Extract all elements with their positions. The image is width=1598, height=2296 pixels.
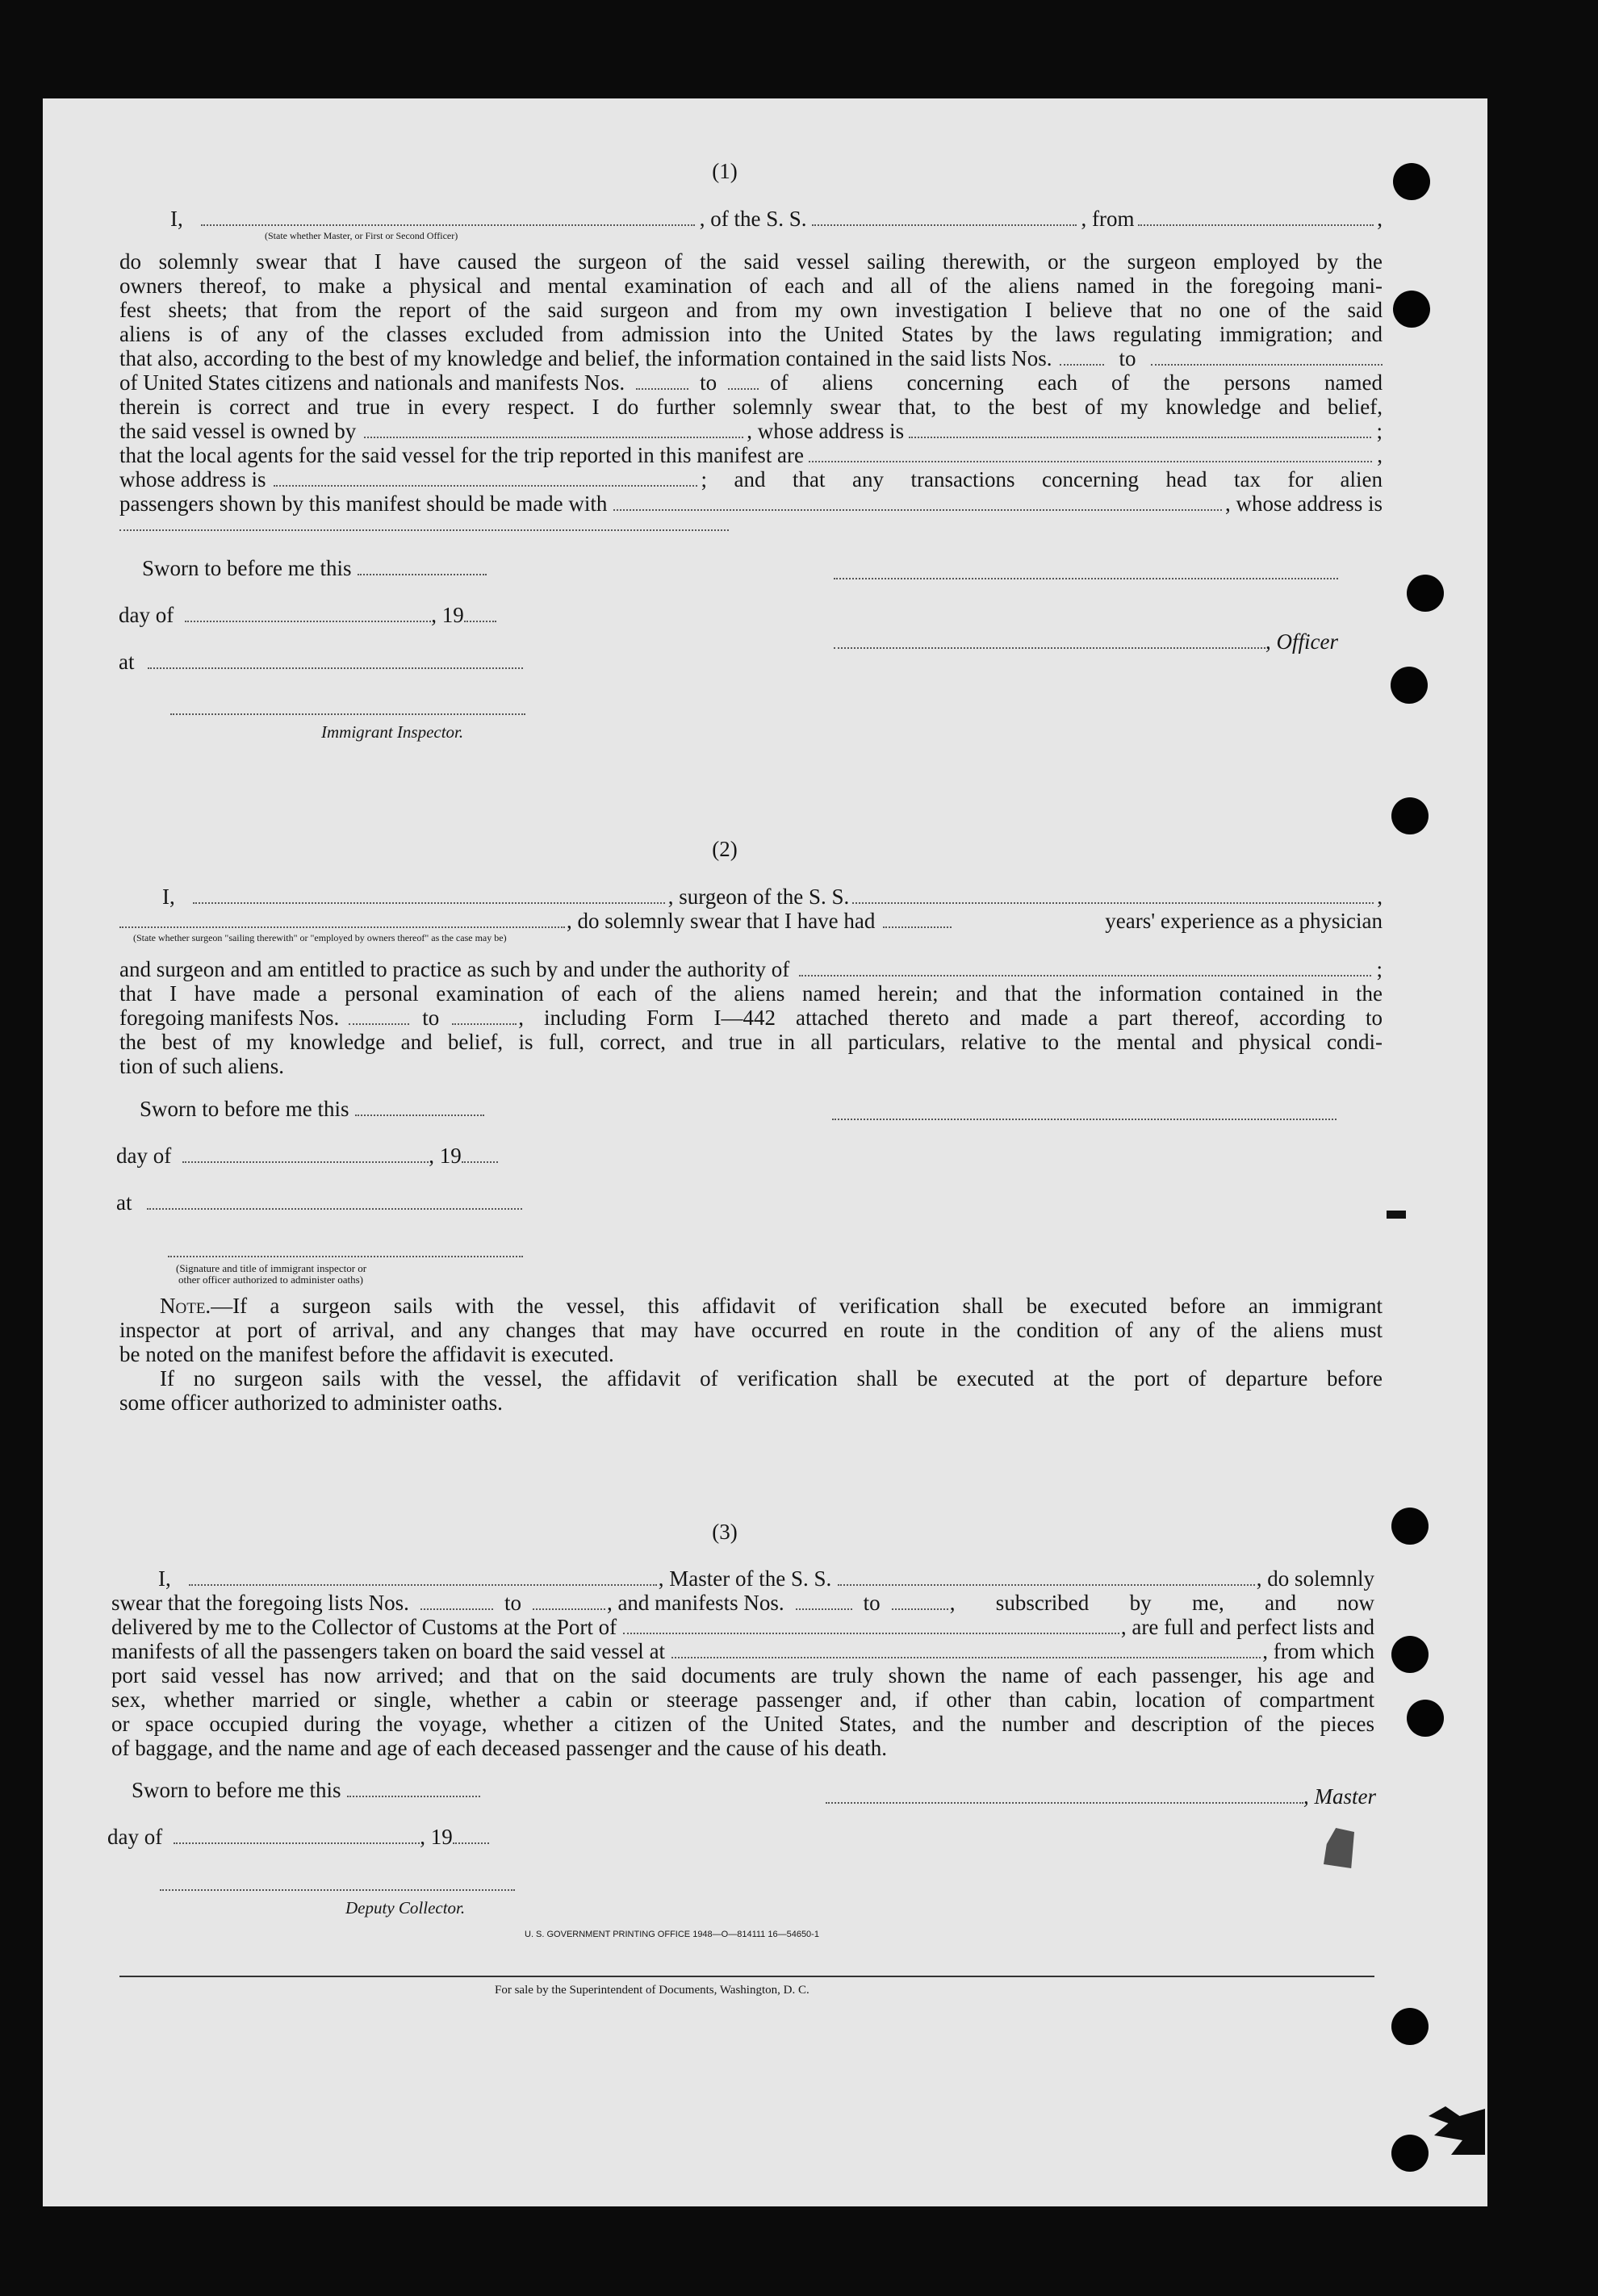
dayof-label: day of <box>107 1825 163 1849</box>
s3-line-4 <box>111 1639 1374 1663</box>
punch-hole <box>1391 2135 1429 2172</box>
note-line-3: be noted on the manifest before the affidavit is executed. <box>119 1342 614 1366</box>
s3-i-label: I, <box>158 1566 171 1591</box>
s3-to-label: to <box>504 1591 521 1615</box>
printing-office-imprint: U. S. GOVERNMENT PRINTING OFFICE 1948—O—814111 16—54650-1 <box>525 1930 819 1939</box>
s3-manifests-label: , and manifests Nos. <box>606 1591 784 1615</box>
s1-lists-label: that also, according to the best of my knowledge and belief, the information contained in the said lists Nos. <box>119 346 1052 370</box>
s2-dayof <box>116 1144 498 1168</box>
s2-line-5 <box>119 1006 1383 1030</box>
manifests-to-field[interactable] <box>728 387 759 390</box>
s2-line-3-end: ; <box>1376 957 1383 981</box>
year-field[interactable] <box>462 1161 498 1163</box>
s1-passengers-label: passengers shown by this manifest should be made with <box>119 491 608 516</box>
s3-sworn <box>132 1778 480 1802</box>
s1-aliens-label: of aliens concerning each of the persons named <box>770 370 1383 395</box>
s3-lists-to-field[interactable] <box>533 1608 605 1610</box>
s2-manifests-to-field[interactable] <box>452 1023 517 1025</box>
s3-lists-label: swear that the foregoing lists Nos. <box>111 1591 409 1615</box>
s2-line-1 <box>162 885 1383 909</box>
s2-form-label: , including Form I—442 attached thereto and made a part thereof, according to <box>518 1006 1383 1030</box>
s1-para-line: aliens is of any of the classes excluded from admission into the United States by the laws regulating immigration; and <box>119 322 1383 346</box>
place-field[interactable] <box>147 1207 522 1210</box>
s1-para-line: owners thereof, to make a physical and mental examination of each and all of the aliens named in the foregoing mani- <box>119 274 1383 298</box>
note-line-2: inspector at port of arrival, and any changes that may have occurred en route in the condition of any of the aliens must <box>119 1318 1383 1342</box>
s3-dayof <box>107 1825 489 1849</box>
s3-solemnly-label: , do solemnly <box>1256 1566 1374 1591</box>
s1-dayof <box>119 603 496 627</box>
note-line-1 <box>119 1294 1383 1318</box>
s1-owned-label: the said vessel is owned by <box>119 419 357 443</box>
s2-line-2 <box>119 909 1383 933</box>
sworn-date-field[interactable] <box>358 573 487 575</box>
deputy-signature-line[interactable] <box>160 1889 515 1891</box>
s2-surgeon-label: , surgeon of the S. S. <box>667 885 850 909</box>
s2-line-6: the best of my knowledge and belief, is full, correct, and true in all particulars, relative to the mental and physical condi- <box>119 1030 1383 1054</box>
s1-agents-address-label: whose address is <box>119 467 266 491</box>
note-lead: Note. <box>160 1294 211 1318</box>
s3-master-label: , Master of the S. S. <box>658 1566 832 1591</box>
s2-manifests-from-field[interactable] <box>349 1023 409 1025</box>
section-1-heading: (1) <box>712 159 738 183</box>
s3-subscribed-label: , subscribed by me, and now <box>949 1591 1374 1615</box>
punch-hole <box>1391 1636 1429 1673</box>
section-3-heading: (3) <box>712 1520 738 1544</box>
s1-from-label: , from <box>1081 207 1135 231</box>
officer-title-field[interactable] <box>834 646 1265 649</box>
s2-vessel-field[interactable] <box>852 901 1374 904</box>
place-field[interactable] <box>148 667 523 669</box>
signature-note-2: other officer authorized to administer oaths) <box>178 1273 363 1286</box>
departure-port-field[interactable] <box>1138 224 1374 226</box>
month-field[interactable] <box>185 620 431 622</box>
s3-to-label-2: to <box>863 1591 881 1615</box>
s3-lists-from-field[interactable] <box>420 1608 493 1610</box>
s3-line-2 <box>111 1591 1374 1615</box>
boarding-port-field[interactable] <box>671 1656 1261 1658</box>
at-label: at <box>119 650 135 674</box>
form-sheet <box>43 98 1487 2206</box>
s1-line-8-end: ; <box>1376 419 1383 443</box>
s2-i-label: I, <box>162 885 175 909</box>
punch-hole <box>1391 667 1428 704</box>
s1-line-9-end: , <box>1377 443 1383 467</box>
punch-hole <box>1391 797 1429 834</box>
headtax-party-field[interactable] <box>613 508 1222 511</box>
deputy-title: Deputy Collector. <box>345 1898 466 1918</box>
s3-line-5: port said vessel has now arrived; and that on the said documents are truly shown the name of each passenger, his age and <box>111 1663 1374 1687</box>
year-label: , 19 <box>420 1825 453 1849</box>
s2-line-7: tion of such aliens. <box>119 1054 284 1078</box>
surgeon-status-note: (State whether surgeon "sailing therewith" or "employed by owners thereof" as the case may be) <box>133 932 507 943</box>
binder-clip <box>1387 1211 1406 1219</box>
punch-hole <box>1407 1700 1444 1737</box>
officer-rank-field[interactable] <box>201 224 695 226</box>
note-text: —If a surgeon sails with the vessel, this affidavit of verification shall be executed before an immigrant <box>211 1294 1383 1318</box>
s1-line-1 <box>170 207 1383 231</box>
agents-address-field[interactable] <box>274 484 697 487</box>
s1-line-11 <box>119 491 1383 516</box>
s2-line-1-end: , <box>1377 885 1383 909</box>
headtax-address-field[interactable] <box>119 529 729 531</box>
year-label: , 19 <box>429 1144 462 1168</box>
s1-whose-address-label: , whose address is <box>1225 491 1383 516</box>
s1-at <box>119 650 523 674</box>
sworn-date-field[interactable] <box>355 1114 484 1116</box>
s3-line-1 <box>158 1566 1374 1591</box>
inspector-signature-line[interactable] <box>170 713 525 715</box>
agents-field[interactable] <box>809 460 1372 462</box>
section-2-heading: (2) <box>712 837 738 861</box>
s1-headtax-label: ; and that any transactions concerning head tax for alien <box>701 467 1383 491</box>
s1-vessel-label: , of the S. S. <box>699 207 807 231</box>
authority-field[interactable] <box>799 974 1371 977</box>
surgeon-name-field[interactable] <box>193 901 665 904</box>
officer-label: , Officer <box>1265 629 1338 654</box>
s3-line-7: or space occupied during the voyage, whether a citizen of the United States, and the number and description of the pieces <box>111 1712 1374 1736</box>
dayof-label: day of <box>116 1144 172 1168</box>
s1-line-10 <box>119 467 1383 491</box>
s3-master-line <box>826 1784 1376 1809</box>
customs-port-field[interactable] <box>623 1632 1119 1634</box>
s3-manifests-to-field[interactable] <box>892 1608 948 1610</box>
officer-signature-line[interactable] <box>834 578 1338 579</box>
s2-line-4: that I have made a personal examination of each of the aliens named herein; and that the information contained in the <box>119 981 1383 1006</box>
surgeon-status-field[interactable] <box>119 926 565 928</box>
inspector-signature-line[interactable] <box>168 1256 523 1257</box>
sworn-label: Sworn to before me this <box>142 556 352 580</box>
year-field[interactable] <box>464 620 496 622</box>
s1-para-line: fest sheets; that from the report of the said surgeon and from my own investigation I believe that no one of the said <box>119 298 1383 322</box>
years-experience-field[interactable] <box>883 926 952 928</box>
s1-line-8 <box>119 419 1383 443</box>
punch-hole <box>1407 575 1444 612</box>
s2-manifests-label: foregoing manifests Nos. <box>119 1006 340 1030</box>
sale-notice: For sale by the Superintendent of Documents, Washington, D. C. <box>495 1984 809 1997</box>
s1-officer-line <box>834 629 1338 654</box>
s1-to-label: to <box>1119 346 1136 370</box>
sworn-label: Sworn to before me this <box>140 1097 349 1121</box>
s2-to-label: to <box>422 1006 440 1030</box>
s3-line-6: sex, whether married or single, whether a cabin or steerage passenger and, if other than cabin, location of compartment <box>111 1687 1374 1712</box>
year-label: , 19 <box>431 603 464 627</box>
note-line-4: If no surgeon sails with the vessel, the affidavit of verification shall be executed at the port of departure before <box>160 1366 1383 1391</box>
master-name-field[interactable] <box>189 1583 657 1586</box>
note-line-5: some officer authorized to administer oaths. <box>119 1391 503 1415</box>
month-field[interactable] <box>174 1842 420 1844</box>
officer-rank-note: (State whether Master, or First or Second Officer) <box>265 230 458 241</box>
surgeon-signature-line[interactable] <box>832 1119 1337 1120</box>
inspector-title: Immigrant Inspector. <box>321 722 464 742</box>
s2-at <box>116 1190 522 1215</box>
s1-i-label: I, <box>170 207 183 231</box>
s3-fromwhich-label: , from which <box>1262 1639 1374 1663</box>
s1-sworn <box>142 556 487 580</box>
s3-onboard-label: manifests of all the passengers taken on board the said vessel at <box>111 1639 666 1663</box>
s3-manifests-from-field[interactable] <box>796 1608 852 1610</box>
s1-line-7: therein is correct and true in every respect. I do further solemnly swear that, to the best of my knowledge and belief, <box>119 395 1383 419</box>
s3-vessel-field[interactable] <box>838 1583 1255 1586</box>
s1-line-5 <box>119 346 1383 370</box>
at-label: at <box>116 1190 132 1215</box>
s1-line-9 <box>119 443 1383 467</box>
s1-line-1-end: , <box>1377 207 1383 231</box>
year-field[interactable] <box>453 1842 489 1844</box>
s1-para-line: do solemnly swear that I have caused the surgeon of the said vessel sailing therewith, or the surgeon employed by the <box>119 249 1383 274</box>
vessel-name-field[interactable] <box>812 224 1077 226</box>
s2-line-3 <box>119 957 1383 981</box>
signature-note-1: (Signature and title of immigrant inspector or <box>176 1262 367 1274</box>
s2-years-label: years' experience as a physician <box>1105 909 1383 933</box>
owner-field[interactable] <box>364 436 743 438</box>
manifests-from-field[interactable] <box>636 387 688 390</box>
s3-perfect-label: , are full and perfect lists and <box>1120 1615 1374 1639</box>
sworn-label: Sworn to before me this <box>132 1778 341 1802</box>
dayof-label: day of <box>119 603 174 627</box>
s3-collector-label: delivered by me to the Collector of Customs at the Port of <box>111 1615 617 1639</box>
s3-line-8: of baggage, and the name and age of each deceased passenger and the cause of his death. <box>111 1736 888 1760</box>
lists-to-field[interactable] <box>1151 363 1383 366</box>
s2-authority-label: and surgeon and am entitled to practice as such by and under the authority of <box>119 957 790 981</box>
punch-hole <box>1393 291 1430 328</box>
s2-swear-label: , do solemnly swear that I have had <box>567 909 876 933</box>
s1-line-6 <box>119 370 1383 395</box>
lists-from-field[interactable] <box>1060 363 1104 366</box>
s3-line-3 <box>111 1615 1374 1639</box>
owner-address-field[interactable] <box>909 436 1371 438</box>
footer-rule <box>119 1976 1374 1977</box>
month-field[interactable] <box>182 1161 429 1163</box>
s1-manifests-label: of United States citizens and nationals and manifests Nos. <box>119 370 625 395</box>
master-title: , Master <box>1303 1784 1376 1809</box>
s1-address-label: , whose address is <box>747 419 905 443</box>
s1-agents-label: that the local agents for the said vessel for the trip reported in this manifest are <box>119 443 804 467</box>
s1-to-label: to <box>700 370 717 395</box>
s2-sworn <box>140 1097 484 1121</box>
sworn-date-field[interactable] <box>347 1795 480 1797</box>
master-signature-line[interactable] <box>826 1801 1303 1804</box>
punch-hole <box>1391 2008 1429 2045</box>
